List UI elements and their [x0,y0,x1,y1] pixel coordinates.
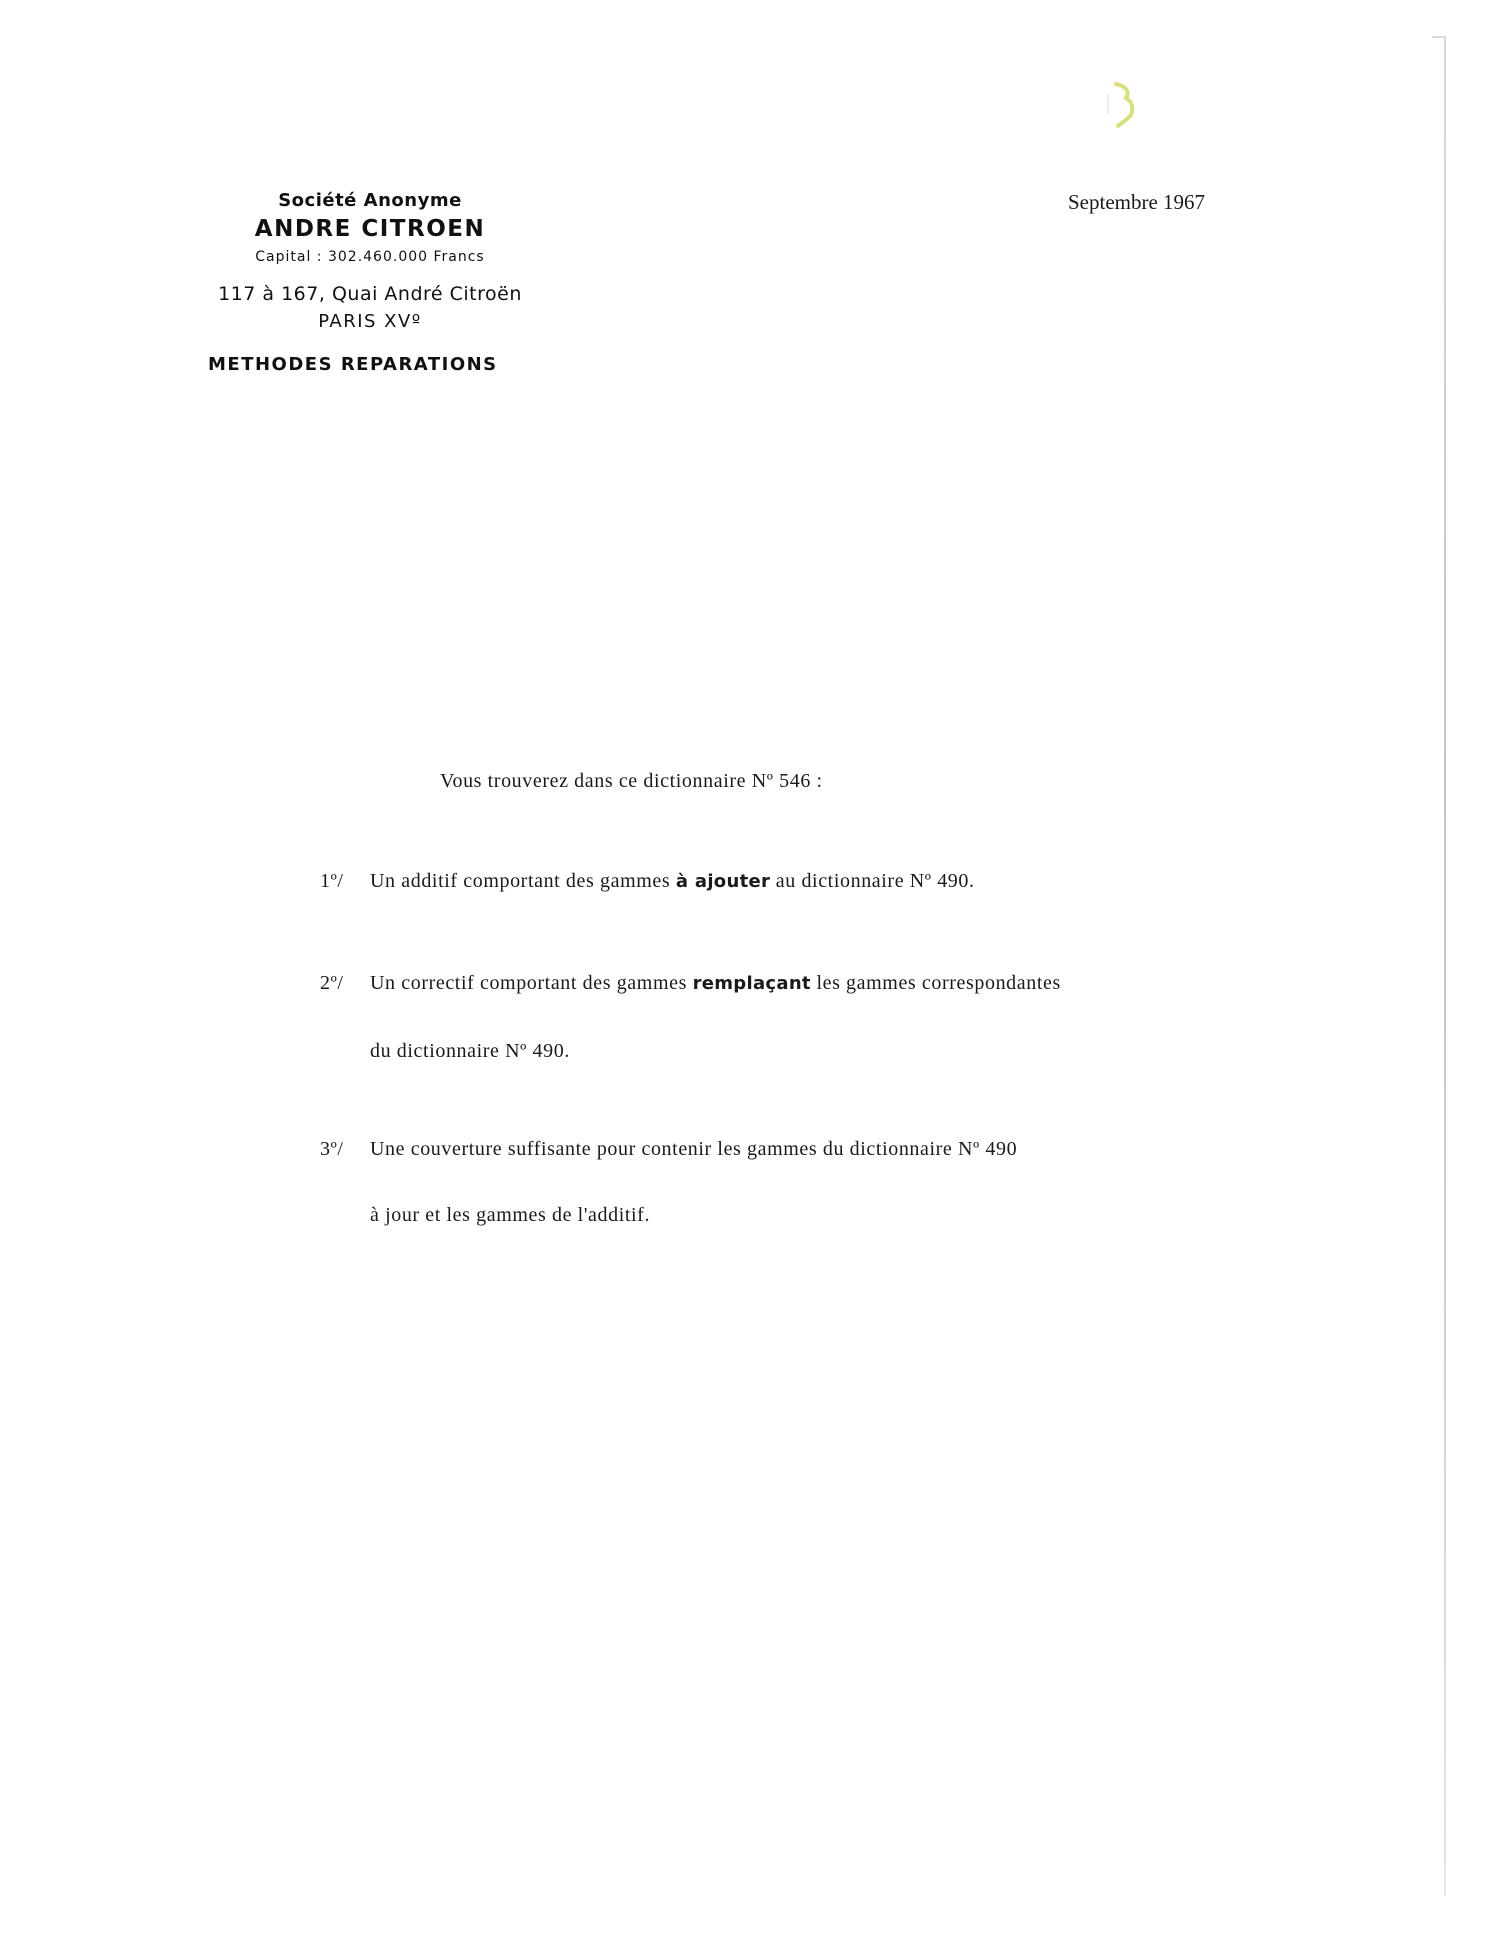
company-city: PARIS XVº [318,311,422,332]
list-item-number: 2º/ [320,972,344,994]
department-name: METHODES REPARATIONS [208,354,498,375]
company-address: 117 à 167, Quai André Citroën [218,283,522,305]
list-item-number: 3º/ [320,1138,344,1160]
list-item [320,870,975,893]
list-item-text: Un additif comportant des gammes [370,870,676,892]
document-date: Septembre 1967 [1068,190,1206,214]
paper-clip-mark-icon [1104,80,1144,132]
company-name: ANDRE CITROEN [254,216,486,242]
company-type: Société Anonyme [278,190,462,211]
list-item-text-end: au dictionnaire Nº 490. [770,870,975,892]
page-edge-shadow [1444,36,1446,1896]
list-item-emphasis: remplaçant [692,973,811,994]
list-item-emphasis: à ajouter [675,871,771,892]
intro-sentence: Vous trouverez dans ce dictionnaire Nº 546 : [440,770,823,792]
list-item [320,972,1061,995]
list-item-continuation: du dictionnaire Nº 490. [370,1040,570,1062]
list-item-continuation: à jour et les gammes de l'additif. [370,1204,651,1226]
list-item [320,1138,1017,1161]
list-item-text-end: les gammes correspondantes [810,972,1061,994]
list-item-text: Une couverture suffisante pour contenir les gammes du dictionnaire Nº 490 [370,1138,1018,1160]
company-capital: Capital : 302.460.000 Francs [255,249,485,265]
list-item-text: Un correctif comportant des gammes [370,972,693,994]
list-item-number: 1º/ [320,870,344,892]
